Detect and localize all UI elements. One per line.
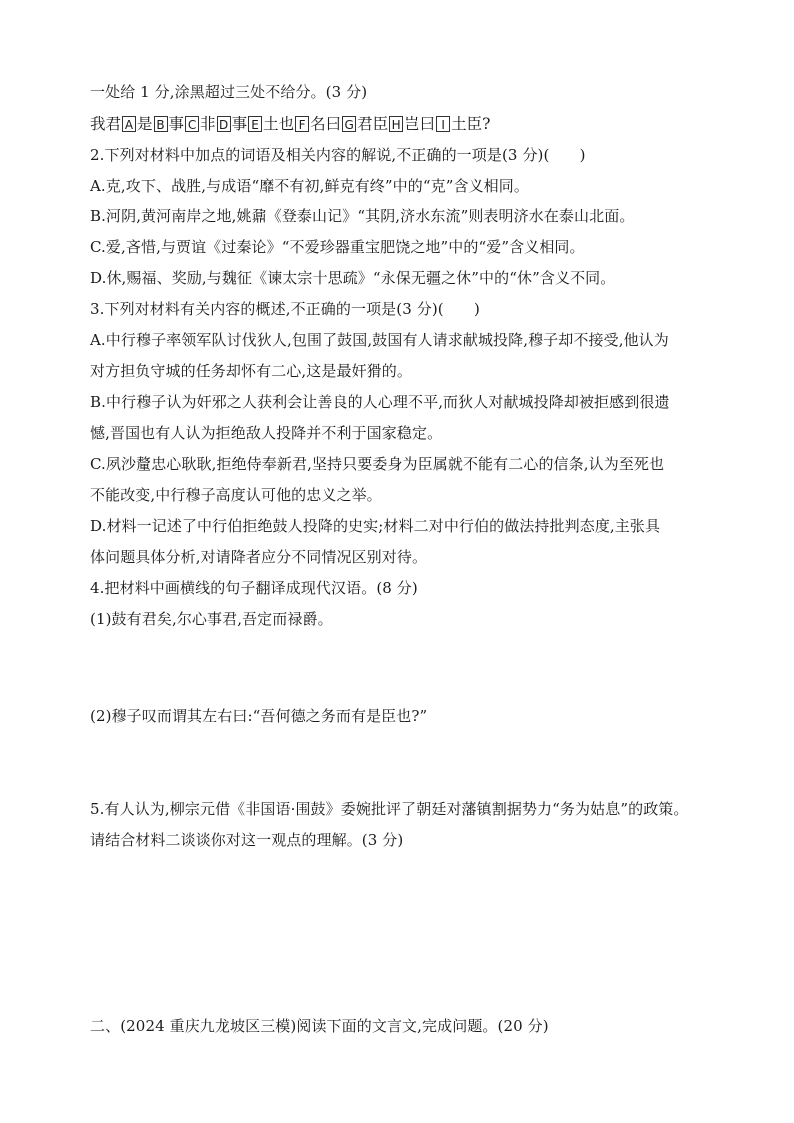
segment-b[interactable]: B 事 xyxy=(153,114,185,132)
question-2-option-b[interactable]: B.河阴,黄河南岸之地,姚鼐《登泰山记》“其阴,济水东流”则表明济水在泰山北面。 xyxy=(90,207,635,225)
answer-box-c[interactable]: C xyxy=(185,116,199,132)
answer-box-b[interactable]: B xyxy=(154,116,168,132)
question-5-line-1: 5.有人认为,柳宗元借《非国语·围鼓》委婉批评了朝廷对藩镇割据势力“务为姑息”的政策。 xyxy=(90,800,689,818)
answer-box-i[interactable]: I xyxy=(436,116,450,132)
segment-a[interactable]: A 是 xyxy=(121,114,153,132)
question-3-option-d-line-2[interactable]: 体问题具体分析,对请降者应分不同情况区别对待。 xyxy=(90,548,428,566)
question-3-option-b-line-2[interactable]: 憾,晋国也有人认为拒绝敌人投降并不利于国家稳定。 xyxy=(90,424,443,442)
segment-h[interactable]: H 岂曰 xyxy=(388,114,435,132)
question-2-option-c[interactable]: C.爱,吝惜,与贾谊《过秦论》“不爱珍器重宝肥饶之地”中的“爱”含义相同。 xyxy=(90,238,585,256)
answer-box-f[interactable]: F xyxy=(295,116,309,132)
question-2-stem: 2.下列对材料中加点的词语及相关内容的解说,不正确的一项是(3 分)( ) xyxy=(90,146,586,164)
question-2-option-a[interactable]: A.克,攻下、战胜,与成语“靡不有初,鲜克有终”中的“克”含义相同。 xyxy=(90,177,529,195)
question-3-option-b-line-1[interactable]: B.中行穆子认为奸邪之人获利会让善良的人心理不平,而狄人对献城投降却被拒感到很遗 xyxy=(90,393,670,411)
question-4-item-1: (1)鼓有君矣,尔心事君,吾定而禄爵。 xyxy=(90,610,333,628)
question-2-option-d[interactable]: D.休,赐福、奖励,与魏征《谏太宗十思疏》“永保无疆之休”中的“休”含义不同。 xyxy=(90,269,616,287)
answer-box-e[interactable]: E xyxy=(248,116,262,132)
answer-box-g[interactable]: G xyxy=(342,116,356,132)
question-3-option-d-line-1[interactable]: D.材料一记述了中行伯拒绝鼓人投降的史实;材料二对中行伯的做法持批判态度,主张具 xyxy=(90,517,661,535)
question-3-option-a-line-1[interactable]: A.中行穆子率领军队讨伐狄人,包围了鼓国,鼓国有人请求献城投降,穆子却不接受,他认为 xyxy=(90,331,669,349)
question-3-option-c-line-2[interactable]: 不能改变,中行穆子高度认可他的忠义之举。 xyxy=(90,486,382,504)
segment-e[interactable]: E 土也 xyxy=(247,114,294,132)
section-2-heading: 二、(2024 重庆九龙坡区三模)阅读下面的文言文,完成问题。(20 分) xyxy=(90,1017,549,1035)
question-3-option-c-line-1[interactable]: C.夙沙釐忠心耿耿,拒绝侍奉新君,坚持只要委身为臣属就不能有二心的信条,认为至死也 xyxy=(90,455,665,473)
segment-g[interactable]: G 君臣 xyxy=(341,114,388,132)
segment-c[interactable]: C 非 xyxy=(184,114,216,132)
segment-d[interactable]: D 事 xyxy=(216,114,248,132)
question-4-stem: 4.把材料中画横线的句子翻译成现代汉语。(8 分) xyxy=(90,579,418,597)
answer-box-h[interactable]: H xyxy=(389,116,403,132)
sentence-lead: 我君 xyxy=(90,115,122,133)
answer-box-d[interactable]: D xyxy=(217,116,231,132)
question-3-stem: 3.下列对材料有关内容的概述,不正确的一项是(3 分)( ) xyxy=(90,300,480,318)
answer-box-a[interactable]: A xyxy=(122,116,136,132)
question-5-line-2: 请结合材料二谈谈你对这一观点的理解。(3 分) xyxy=(90,831,404,849)
question-3-option-a-line-2[interactable]: 对方担负守城的任务却怀有二心,这是最奸猾的。 xyxy=(90,362,412,380)
question-4-item-2: (2)穆子叹而谓其左右曰:“吾何德之务而有是臣也?” xyxy=(90,707,428,725)
segment-f[interactable]: F 名曰 xyxy=(294,114,341,132)
sentence-segmentation-row xyxy=(90,113,490,134)
segment-i[interactable]: I 土臣? xyxy=(435,114,490,132)
scoring-instruction: 一处给 1 分,涂黑超过三处不给分。(3 分) xyxy=(90,83,368,101)
